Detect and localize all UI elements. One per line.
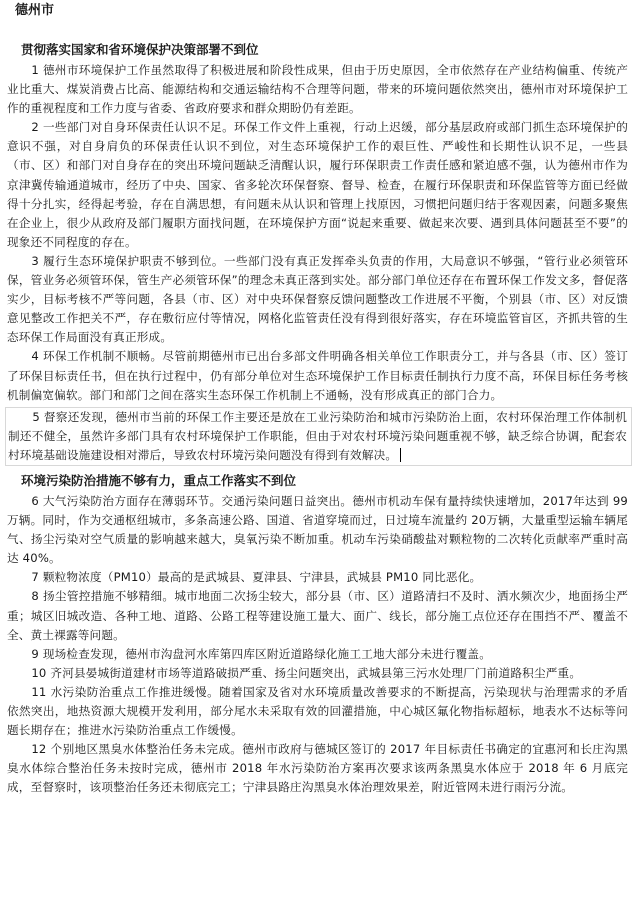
- page-title: 德州市: [15, 3, 55, 18]
- paragraph-5-box: [5, 407, 632, 466]
- text-cursor: [400, 448, 401, 462]
- paragraph-5-text: 5 督察还发现，德州市当前的环保工作主要还是放在工业污染防治和城市污染防治上面，农村环保治理工作体制机制还不健全，虽然许多部门具有农村环境保护工作职能，但由于对农村环境污染问题重视不够，缺乏综合协调，配套农村环境基础设施建设相对滞后，导致农村环境污染问题没有得到有效解决。: [8, 409, 627, 462]
- section-heading-1: 贯彻落实国家和省环境保护决策部署不到位: [21, 42, 259, 57]
- paragraph-9: 9 现场检查发现，德州市沟盘河水库第四库区附近道路绿化施工工地大部分未进行覆盖。: [31, 646, 491, 661]
- paragraph-10: 10 齐河县晏城街道建材市场等道路破损严重、扬尘问题突出，武城县第三污水处理厂门前道路积尘严重。: [31, 665, 582, 680]
- paragraph-5: [8, 408, 627, 465]
- paragraph-4: 4 环保工作机制不顺畅。尽管前期德州市已出台多部文件明确各相关单位工作职责分工，并与各县（市、区）签订了环保目标责任书，但在执行过程中，仍有部分单位对生态环境保护工作目标责任制执行力度不高，环保目标任务考核机制偏宽偏软。部门和部门之间在落实生态环保工作机制上不通畅，没有形成真正的部门合力。: [7, 349, 628, 402]
- paragraph-7: 7 颗粒物浓度（PM10）最高的是武城县、夏津县、宁津县，武城县 PM10 同比恶化。: [31, 570, 482, 585]
- paragraph-1: 1 德州市环境保护工作虽然取得了积极进展和阶段性成果，但由于历史原因，全市依然存在产业结构偏重、传统产业比重大、煤炭消费占比高、能源结构和交通运输结构不合理等问题，带来的环境问题依然突出，德州市对环境保护工作的重视程度和工作力度与省委、省政府要求和群众期盼仍有差距。: [7, 63, 628, 116]
- paragraph-2: 2 一些部门对自身环保责任认识不足。环保工作文件上重视，行动上迟缓，部分基层政府或部门抓生态环境保护的意识不强，对自身肩负的环保责任认识不到位，对生态环境保护工作的艰巨性、严峻性和长期性认识不足，一些县（市、区）和部门对自身存在的突出环境问题缺乏清醒认识，履行环保职责工作责任感和紧迫感不强，认为德州市作为京津冀传输通道城市，经历了中央、国家、省多轮次环保督察、督导、检查，在履行环保职责和环保监管等方面已经做得十分扎实，经得起考验，存在自满思想，有问题未从认识和管理上找原因，习惯把问题归结于客观因素，问题多聚焦在企业上，很少从政府及部门履职方面找问题，在环境保护方面“说起来重要、做起来次要、遇到具体问题甚至不要”的现象还不同程度的存在。: [7, 120, 628, 249]
- paragraph-6: 6 大气污染防治方面存在薄弱环节。交通污染问题日益突出。德州市机动车保有量持续快速增加，2017年达到 99万辆。同时，作为交通枢纽城市，多条高速公路、国道、省道穿境而过，日过境车流量约 20万辆，大量重型运输车辆尾气、扬尘污染对空气质量的影响越来越大，臭氧污染不断加重。机动车污染硝酸盐对颗粒物的二次转化贡献率严重时高达 40%。: [7, 493, 628, 566]
- section-heading-2: 环境污染防治措施不够有力，重点工作落实不到位: [21, 472, 297, 488]
- paragraph-11: 11 水污染防治重点工作推进缓慢。随着国家及省对水环境质量改善要求的不断提高，污染现状与治理需求的矛盾依然突出，地热资源大规模开发利用，部分尾水未采取有效的回灌措施，中心城区氟化物指标超标，地表水不达标等问题长期存在；推进水污染防治重点工作缓慢。: [7, 684, 628, 738]
- paragraph-3: 3 履行生态环境保护职责不够到位。一些部门没有真正发挥牵头负责的作用，大局意识不够强，“管行业必须管环保，管业务必须管环保，管生产必须管环保”的理念未真正落到实处。部分部门单位还存在布置环保工作发文多，督促落实少，目标考核不严等问题，各县（市、区）对中央环保督察反馈问题整改工作进展不平衡，个别县（市、区）对反馈意见整改工作把关不严，存在敷衍应付等情况，网格化监管责任没有得到很好落实，存在环境监管盲区，齐抓共管的生态环保工作局面没有真正形成。: [7, 253, 628, 345]
- paragraph-8: 8 扬尘管控措施不够精细。城市地面二次扬尘较大，部分县（市、区）道路清扫不及时、洒水频次少，地面扬尘严重；城区旧城改造、各种工地、道路、公路工程等建设施工量大、面广、线长，部分施工点位还存在围挡不严、覆盖不全、黄土裸露等问题。: [7, 589, 628, 642]
- paragraph-12: 12 个别地区黑臭水体整治任务未完成。德州市政府与德城区签订的 2017 年目标责任书确定的宜惠河和长庄沟黑臭水体综合整治任务未按时完成，德州市 2018 年水污染防治方案再次要求该两条黑臭水体应于 2018 年 6 月底完成，至督察时，该项整治任务还未彻底完工；宁津县路庄沟黑臭水体治理效果差，附近管网未进行雨污分流。: [7, 742, 628, 795]
